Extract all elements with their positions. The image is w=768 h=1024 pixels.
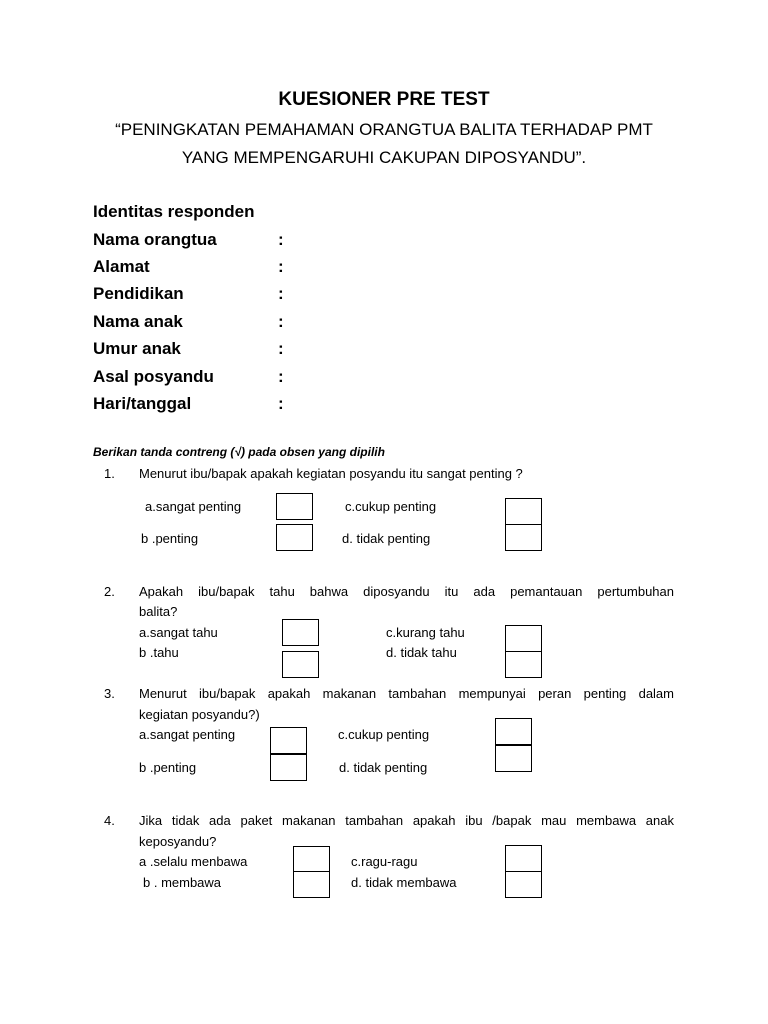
question-3-checkbox-a[interactable] — [270, 727, 307, 754]
document-title: KUESIONER PRE TEST — [278, 89, 490, 110]
question-3-text-line2: kegiatan posyandu?) — [139, 707, 260, 722]
question-3-option-b: b .penting — [139, 760, 197, 775]
question-2-option-b: b .tahu — [139, 645, 179, 660]
question-4-checkbox-b[interactable] — [293, 871, 330, 898]
identity-colon: : — [278, 394, 284, 413]
identity-label-nama-anak: Nama anak — [93, 312, 183, 331]
question-3-option-a: a.sangat penting — [139, 727, 236, 742]
question-4-text-line2: keposyandu? — [139, 834, 217, 849]
question-4-checkbox-d[interactable] — [505, 871, 542, 898]
question-3-option-c: c.cukup penting — [338, 727, 430, 742]
instruction-text: Berikan tanda contreng (√) pada obsen yang dipilih — [93, 445, 385, 459]
identity-colon: : — [278, 230, 284, 249]
identity-label-asal-posyandu: Asal posyandu — [93, 367, 214, 386]
identity-label-alamat: Alamat — [93, 257, 150, 276]
question-3-checkbox-b[interactable] — [270, 754, 307, 781]
identity-colon: : — [278, 257, 284, 276]
question-4-text-line1: Jika tidak ada paket makanan tambahan apakah ibu /bapak mau membawa anak — [139, 813, 674, 828]
question-3-option-d: d. tidak penting — [339, 760, 428, 775]
question-2-number: 2. — [104, 584, 115, 599]
identity-label-umur-anak: Umur anak — [93, 339, 181, 358]
identity-colon: : — [278, 367, 284, 386]
question-2-checkbox-d[interactable] — [505, 651, 542, 678]
document-subtitle-line2: YANG MEMPENGARUHI CAKUPAN DIPOSYANDU”. — [181, 148, 587, 167]
question-4-checkbox-c[interactable] — [505, 845, 542, 872]
question-1-checkbox-c[interactable] — [505, 498, 542, 525]
question-1-option-b: b .penting — [141, 531, 199, 546]
identity-colon: : — [278, 339, 284, 358]
question-1-option-a: a.sangat penting — [145, 499, 242, 514]
question-2-checkbox-b[interactable] — [282, 651, 319, 678]
question-3-checkbox-d[interactable] — [495, 745, 532, 772]
question-3-number: 3. — [104, 686, 115, 701]
question-4-option-c: c.ragu-ragu — [351, 854, 418, 869]
question-2-text-line2: balita? — [139, 604, 178, 619]
question-4-checkbox-a[interactable] — [293, 846, 330, 873]
question-2-checkbox-a[interactable] — [282, 619, 319, 646]
document-subtitle-line1: “PENINGKATAN PEMAHAMAN ORANGTUA BALITA TERHADAP PMT — [115, 120, 653, 139]
question-1-option-c: c.cukup penting — [345, 499, 437, 514]
question-4-option-b: b . membawa — [143, 875, 222, 890]
question-2-text-line1: Apakah ibu/bapak tahu bahwa diposyandu itu ada pemantauan pertumbuhan — [139, 584, 674, 599]
question-2-option-d: d. tidak tahu — [386, 645, 457, 660]
question-3-text-line1: Menurut ibu/bapak apakah makanan tambahan mempunyai peran penting dalam — [139, 686, 674, 701]
question-1-checkbox-a[interactable] — [276, 493, 313, 520]
question-1-checkbox-d[interactable] — [505, 524, 542, 551]
question-1-checkbox-b[interactable] — [276, 524, 313, 551]
question-2-checkbox-c[interactable] — [505, 625, 542, 652]
identity-label-nama-orangtua: Nama orangtua — [93, 230, 217, 249]
identity-colon: : — [278, 312, 284, 331]
question-1-number: 1. — [104, 466, 115, 481]
question-1-option-d: d. tidak penting — [342, 531, 431, 546]
question-4-option-a: a .selalu menbawa — [139, 854, 248, 869]
question-4-number: 4. — [104, 813, 115, 828]
question-2-option-a: a.sangat tahu — [139, 625, 218, 640]
identity-colon: : — [278, 284, 284, 303]
question-4-option-d: d. tidak membawa — [351, 875, 457, 890]
question-3-checkbox-c[interactable] — [495, 718, 532, 745]
question-1-text: Menurut ibu/bapak apakah kegiatan posyandu itu sangat penting ? — [139, 466, 523, 481]
identity-heading: Identitas responden — [93, 202, 255, 221]
question-2-option-c: c.kurang tahu — [386, 625, 465, 640]
identity-label-hari-tanggal: Hari/tanggal — [93, 394, 192, 413]
identity-label-pendidikan: Pendidikan — [93, 284, 184, 303]
